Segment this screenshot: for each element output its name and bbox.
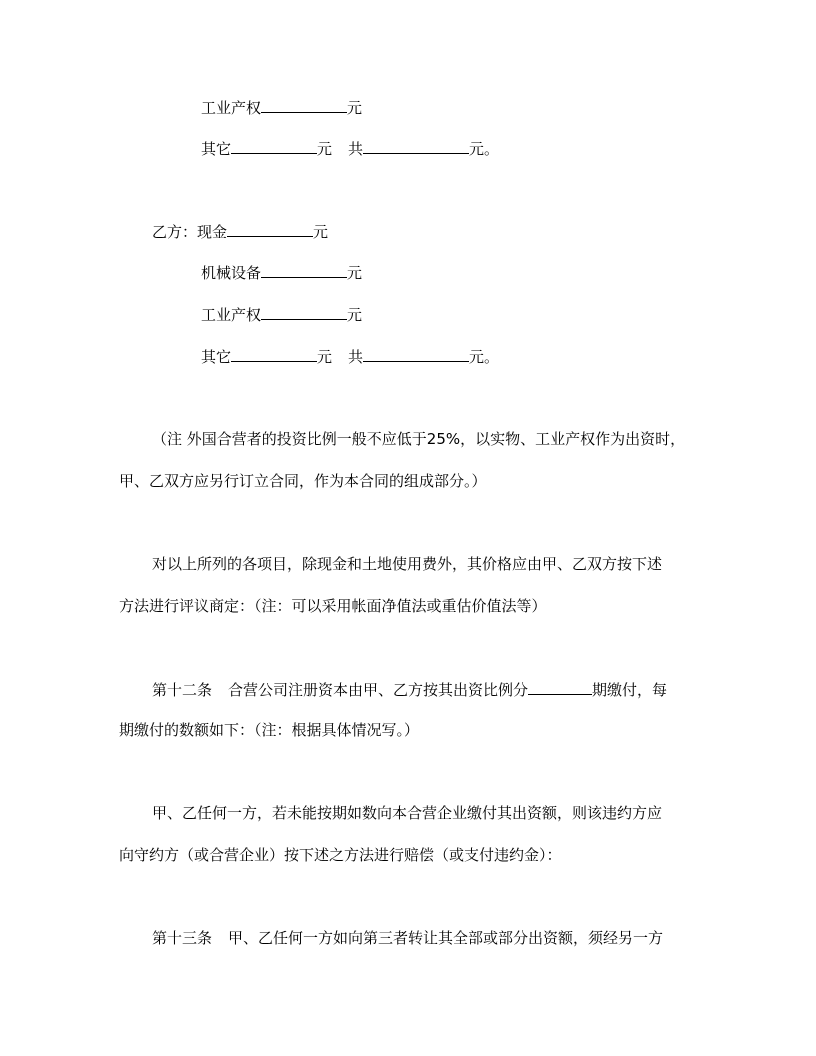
unit: 元 <box>347 99 363 117</box>
amount-blank <box>227 220 313 237</box>
unit: 元 <box>317 140 333 158</box>
note-line-2: 甲、乙双方应另行订立合同，作为本合同的组成部分。） <box>119 472 487 490</box>
total-blank <box>363 345 469 362</box>
unit: 元 <box>347 264 363 282</box>
label: 其它 <box>201 348 232 366</box>
article-12-text-pre: 合营公司注册资本由甲、乙方按其出资比例分 <box>228 681 529 699</box>
default-clause-line-2: 向守约方（或合营企业）按下述之方法进行赔偿（或支付违约金）： <box>119 846 562 864</box>
label: 其它 <box>201 140 232 158</box>
unit: 元 <box>317 348 333 366</box>
unit: 元 <box>313 223 329 241</box>
article-12-text-post: 期缴付，每 <box>592 681 668 699</box>
label: 工业产权 <box>201 306 262 324</box>
amount-blank <box>261 96 347 113</box>
total-blank <box>363 137 469 154</box>
article-12-title: 第十二条 <box>152 681 213 699</box>
article-13-line-1 <box>152 927 663 949</box>
party-b-industrial-property-line <box>201 303 362 325</box>
valuation-line-2: 方法进行评议商定：（注：可以采用帐面净值法或重估价值法等） <box>119 597 547 615</box>
total-unit: 元。 <box>469 140 500 158</box>
amount-blank <box>261 303 347 320</box>
unit: 元 <box>347 306 363 324</box>
article-12-line-2: 期缴付的数额如下：（注：根据具体情况写。） <box>119 721 420 739</box>
installment-count-blank <box>528 678 592 695</box>
total-unit: 元。 <box>469 348 500 366</box>
party-b-cash-line <box>152 220 328 242</box>
label: 机械设备 <box>201 264 262 282</box>
amount-blank <box>231 137 317 154</box>
valuation-line-1: 对以上所列的各项目，除现金和土地使用费外，其价格应由甲、乙双方按下述 <box>152 555 663 573</box>
party-a-other-line <box>201 137 499 159</box>
article-12-line-1 <box>152 678 667 700</box>
note-line-1: （注 外国合营者的投资比例一般不应低于25%，以实物、工业产权作为出资时， <box>152 430 686 448</box>
label: 现金 <box>197 223 228 241</box>
article-13-title: 第十三条 <box>152 929 213 947</box>
article-13-text: 甲、乙任何一方如向第三者转让其全部或部分出资额，须经另一方 <box>228 929 664 947</box>
total-label: 共 <box>348 348 364 366</box>
default-clause-line-1: 甲、乙任何一方，若未能按期如数向本合营企业缴付其出资额，则该违约方应 <box>152 804 663 822</box>
party-b-machinery-line <box>201 261 362 283</box>
total-label: 共 <box>348 140 364 158</box>
party-a-industrial-property-line <box>201 96 362 118</box>
amount-blank <box>261 261 347 278</box>
amount-blank <box>231 345 317 362</box>
party-b-prefix: 乙方： <box>152 223 198 241</box>
label: 工业产权 <box>201 99 262 117</box>
party-b-other-line <box>201 345 499 367</box>
